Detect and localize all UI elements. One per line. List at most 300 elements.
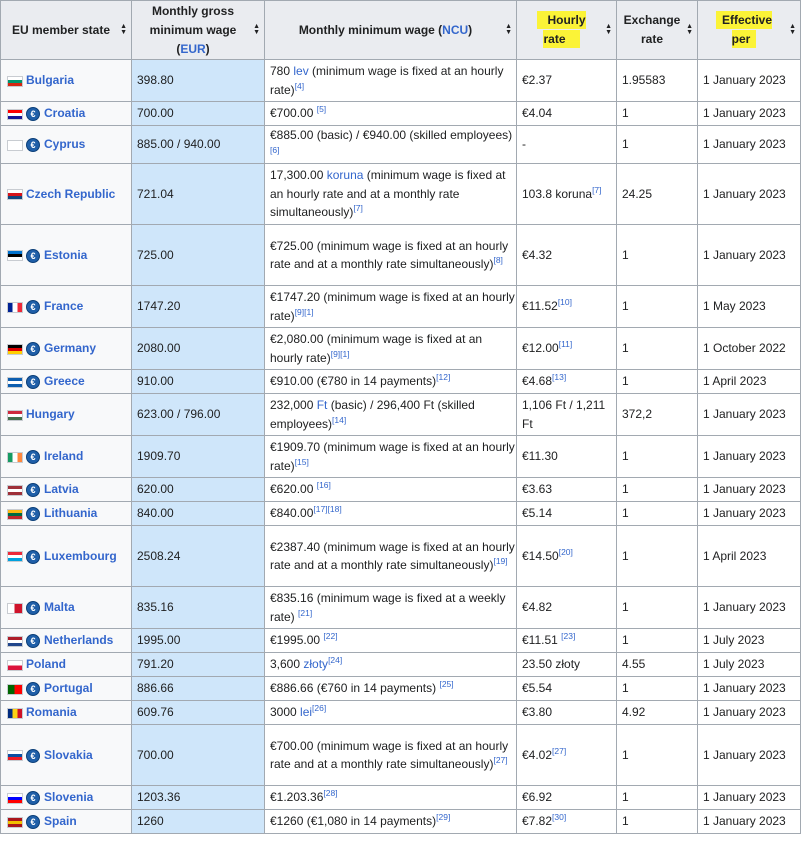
cell-country	[1, 701, 132, 725]
flag-icon	[7, 793, 23, 804]
cell-effective-date: 1 January 2023	[698, 786, 801, 810]
citation-link[interactable]: [19]	[493, 556, 508, 566]
cell-country	[1, 286, 132, 328]
cell-gross-eur: 700.00	[132, 725, 265, 786]
cell-exchange-rate: 4.55	[617, 653, 698, 677]
cell-monthly-ncu	[265, 701, 517, 725]
currency-link[interactable]: lev	[293, 64, 309, 78]
cell-monthly-ncu	[265, 587, 517, 629]
cell-text: €1995.00	[270, 633, 324, 648]
cell-monthly-ncu	[265, 478, 517, 502]
euro-icon	[26, 815, 40, 829]
cell-text: €11.51	[522, 633, 562, 648]
cell-effective-date: 1 January 2023	[698, 60, 801, 102]
cell-gross-eur: 840.00	[132, 502, 265, 526]
cell-exchange-rate: 24.25	[617, 164, 698, 225]
cell-effective-date: 1 January 2023	[698, 701, 801, 725]
cell-hourly-rate	[517, 436, 617, 478]
cell-country	[1, 725, 132, 786]
cell-country	[1, 126, 132, 164]
table-row	[1, 370, 801, 394]
country-link[interactable]: Romania	[26, 705, 77, 720]
citation-link[interactable]: [5]	[316, 104, 327, 115]
country-link[interactable]: Poland	[26, 657, 67, 672]
cell-text: €4.04	[522, 106, 553, 121]
eur-link[interactable]: EUR	[180, 41, 206, 56]
flag-icon	[7, 140, 23, 151]
cell-country	[1, 436, 132, 478]
cell-hourly-rate	[517, 786, 617, 810]
cell-exchange-rate: 1	[617, 677, 698, 701]
euro-icon	[26, 791, 40, 805]
euro-icon	[26, 682, 40, 696]
table-body	[1, 60, 801, 834]
highlight-mark	[716, 11, 772, 48]
cell-text: €1260 (€1,080 in 14 payments)	[270, 814, 437, 829]
cell-gross-eur: 1260	[132, 810, 265, 834]
cell-monthly-ncu	[265, 725, 517, 786]
cell-gross-eur: 725.00	[132, 225, 265, 286]
cell-exchange-rate: 1	[617, 286, 698, 328]
cell-country	[1, 370, 132, 394]
country-link[interactable]: Ireland	[44, 449, 84, 464]
cell-text: €1.203.36	[270, 790, 324, 805]
table-row	[1, 653, 801, 677]
cell-text: 780	[270, 64, 294, 78]
country-link[interactable]: Croatia	[44, 106, 86, 121]
citation-link[interactable]: [15]	[294, 456, 309, 467]
highlight-mark	[537, 11, 585, 48]
currency-link[interactable]: złoty	[303, 657, 329, 672]
column-header-ncu-label: Monthly minimum wage	[298, 22, 435, 37]
cell-text: €835.16 (minimum wage is fixed at a weekly rate)	[270, 591, 506, 624]
cell-country	[1, 810, 132, 834]
country-link[interactable]: Netherlands	[44, 633, 114, 648]
cell-effective-date: 1 April 2023	[698, 526, 801, 587]
cell-text: 3000	[270, 705, 301, 720]
cell-effective-date: 1 January 2023	[698, 394, 801, 436]
flag-icon	[7, 344, 23, 355]
table-row	[1, 225, 801, 286]
cell-country	[1, 502, 132, 526]
cell-country	[1, 60, 132, 102]
flag-icon	[7, 603, 23, 614]
citation-link[interactable]: [26]	[312, 703, 327, 714]
cell-monthly-ncu	[265, 526, 517, 587]
table-row	[1, 286, 801, 328]
flag-icon	[7, 684, 23, 695]
cell-hourly-rate	[517, 526, 617, 587]
cell-effective-date: 1 January 2023	[698, 502, 801, 526]
cell-text: €2387.40 (minimum wage is fixed at an hourly rate and at a monthly rate simultaneously)	[270, 539, 515, 572]
table-row	[1, 587, 801, 629]
cell-hourly-rate	[517, 164, 617, 225]
cell-text: 1,106 Ft / 1,211 Ft	[522, 398, 606, 431]
sort-arrows-icon[interactable]: ▲ ▼	[686, 23, 693, 36]
cell-hourly-rate	[517, 653, 617, 677]
flag-icon	[7, 509, 23, 520]
cell-monthly-ncu	[265, 786, 517, 810]
cell-effective-date: 1 January 2023	[698, 102, 801, 126]
cell-text: €1909.70 (minimum wage is fixed at an hourly rate)	[270, 440, 515, 473]
cell-exchange-rate: 1	[617, 436, 698, 478]
table-row	[1, 164, 801, 225]
cell-hourly-rate	[517, 102, 617, 126]
cell-gross-eur: 791.20	[132, 653, 265, 677]
cell-monthly-ncu	[265, 502, 517, 526]
cell-text: €840.00	[270, 506, 314, 521]
header-row	[1, 1, 801, 60]
cell-hourly-rate	[517, 701, 617, 725]
cell-gross-eur: 885.00 / 940.00	[132, 126, 265, 164]
flag-icon	[7, 452, 23, 463]
cell-text: 232,000	[270, 398, 317, 412]
citation-link[interactable]: [27]	[493, 755, 508, 765]
cell-text: €4.68	[522, 374, 553, 389]
cell-text: -	[522, 137, 526, 152]
citation-link[interactable]: [13]	[552, 372, 567, 383]
country-link[interactable]: Czech Republic	[26, 186, 116, 201]
country-link[interactable]: Slovakia	[44, 747, 93, 762]
column-header-gross-label: Monthly gross minimum wage	[149, 3, 237, 37]
cell-text: €5.14	[522, 506, 553, 521]
table-row	[1, 394, 801, 436]
cell-text: (minimum wage is fixed at an hourly rate and at a monthly rate simultaneously)	[270, 168, 506, 220]
citation-link[interactable]: [21]	[298, 607, 313, 618]
cell-monthly-ncu	[265, 225, 517, 286]
sort-arrows-icon[interactable]: ▲ ▼	[605, 23, 612, 36]
cell-text: €700.00	[270, 106, 317, 121]
column-header-exchange[interactable]	[617, 1, 698, 60]
cell-text: €12.00	[522, 341, 559, 356]
citation-link[interactable]: [12]	[436, 372, 451, 383]
cell-effective-date: 1 May 2023	[698, 286, 801, 328]
euro-icon	[26, 601, 40, 615]
citation-link[interactable]: [8]	[493, 255, 503, 265]
country-link[interactable]: Estonia	[44, 247, 88, 262]
cell-text: €725.00 (minimum wage is fixed at an hourly rate and at a monthly rate simultaneously)	[270, 238, 509, 271]
euro-icon	[26, 483, 40, 497]
cell-hourly-rate	[517, 810, 617, 834]
cell-exchange-rate: 1	[617, 478, 698, 502]
cell-exchange-rate: 1	[617, 725, 698, 786]
column-header-state[interactable]	[1, 1, 132, 60]
table-row	[1, 328, 801, 370]
cell-text: €4.82	[522, 600, 553, 615]
citation-link[interactable]: [9][1]	[330, 348, 350, 359]
cell-hourly-rate	[517, 725, 617, 786]
cell-gross-eur: 835.16	[132, 587, 265, 629]
cell-country	[1, 653, 132, 677]
citation-link[interactable]: [28]	[323, 788, 338, 799]
cell-exchange-rate: 4.92	[617, 701, 698, 725]
citation-link[interactable]: [25]	[439, 679, 454, 690]
cell-hourly-rate	[517, 225, 617, 286]
cell-gross-eur: 620.00	[132, 478, 265, 502]
citation-link[interactable]: [4]	[294, 80, 305, 91]
cell-hourly-rate	[517, 328, 617, 370]
table-row	[1, 102, 801, 126]
cell-text: 23.50 złoty	[522, 657, 581, 672]
cell-exchange-rate: 1	[617, 810, 698, 834]
cell-country	[1, 629, 132, 653]
cell-text: €910.00 (€780 in 14 payments)	[270, 374, 437, 389]
citation-link[interactable]: [16]	[316, 480, 331, 491]
country-link[interactable]: Cyprus	[44, 137, 86, 152]
cell-exchange-rate: 1.95583	[617, 60, 698, 102]
euro-icon	[26, 138, 40, 152]
flag-icon	[7, 817, 23, 828]
cell-gross-eur: 1909.70	[132, 436, 265, 478]
cell-gross-eur: 1203.36	[132, 786, 265, 810]
cell-exchange-rate: 1	[617, 102, 698, 126]
cell-gross-eur: 1747.20	[132, 286, 265, 328]
flag-icon	[7, 660, 23, 671]
cell-text: (minimum wage is fixed at an hourly rate)	[270, 64, 504, 97]
cell-effective-date: 1 July 2023	[698, 629, 801, 653]
column-header-effective-label: Effective per	[721, 13, 773, 46]
country-link[interactable]: Spain	[44, 814, 77, 829]
country-link[interactable]: Luxembourg	[44, 548, 117, 563]
cell-text: €11.52	[522, 299, 558, 314]
cell-hourly-rate	[517, 394, 617, 436]
cell-country	[1, 225, 132, 286]
citation-link[interactable]: [7]	[353, 203, 363, 214]
column-header-gross[interactable]: Monthly gross minimum wage (EUR) ▲ ▼	[132, 1, 265, 60]
country-link[interactable]: France	[44, 299, 84, 314]
cell-exchange-rate: 1	[617, 786, 698, 810]
cell-monthly-ncu	[265, 126, 517, 164]
table-row	[1, 677, 801, 701]
currency-link[interactable]: lei	[300, 705, 313, 720]
cell-country	[1, 677, 132, 701]
cell-hourly-rate	[517, 677, 617, 701]
cell-country	[1, 587, 132, 629]
cell-monthly-ncu	[265, 653, 517, 677]
country-link[interactable]: Slovenia	[44, 790, 94, 805]
citation-link[interactable]: [17][18]	[313, 504, 342, 515]
cell-text: €11.30	[522, 449, 558, 464]
citation-link[interactable]: [9][1]	[294, 306, 314, 317]
cell-text: €700.00 (minimum wage is fixed at an hourly rate and at a monthly rate simultaneously)	[270, 738, 509, 771]
cell-exchange-rate: 1	[617, 126, 698, 164]
citation-link[interactable]: [29]	[436, 812, 451, 823]
cell-exchange-rate: 1	[617, 629, 698, 653]
cell-monthly-ncu	[265, 677, 517, 701]
cell-hourly-rate	[517, 587, 617, 629]
cell-text: €5.54	[522, 681, 553, 696]
cell-hourly-rate	[517, 126, 617, 164]
country-link[interactable]: Latvia	[44, 482, 79, 497]
cell-country	[1, 394, 132, 436]
cell-text: 103.8 koruna	[522, 186, 593, 201]
flag-icon	[7, 377, 23, 388]
cell-monthly-ncu	[265, 60, 517, 102]
cell-monthly-ncu	[265, 286, 517, 328]
table-row	[1, 502, 801, 526]
cell-monthly-ncu	[265, 164, 517, 225]
flag-icon	[7, 551, 23, 562]
euro-icon	[26, 249, 40, 263]
country-link[interactable]: Germany	[44, 341, 97, 356]
euro-icon	[26, 107, 40, 121]
column-header-hourly[interactable]	[517, 1, 617, 60]
flag-icon	[7, 410, 23, 421]
flag-icon	[7, 750, 23, 761]
cell-country	[1, 478, 132, 502]
table-row	[1, 701, 801, 725]
cell-text: 17,300.00	[270, 168, 327, 183]
cell-effective-date: 1 January 2023	[698, 725, 801, 786]
flag-icon	[7, 302, 23, 313]
cell-monthly-ncu	[265, 370, 517, 394]
ncu-link[interactable]: NCU	[442, 22, 469, 37]
cell-text: €3.80	[522, 705, 553, 720]
column-header-exchange-label: Exchange rate	[623, 13, 681, 46]
euro-icon	[26, 300, 40, 314]
country-link[interactable]: Hungary	[26, 407, 75, 422]
cell-gross-eur: 886.66	[132, 677, 265, 701]
currency-link[interactable]: Ft	[316, 398, 328, 412]
table-row	[1, 126, 801, 164]
cell-text: €4.02	[522, 747, 553, 762]
citation-link[interactable]: [24]	[328, 655, 343, 666]
citation-link[interactable]: [30]	[552, 812, 567, 823]
cell-monthly-ncu	[265, 629, 517, 653]
cell-country	[1, 164, 132, 225]
flag-icon	[7, 250, 23, 261]
cell-gross-eur: 721.04	[132, 164, 265, 225]
cell-text: €886.66 (€760 in 14 payments)	[270, 681, 440, 696]
citation-link[interactable]: [23]	[561, 631, 576, 642]
cell-monthly-ncu	[265, 102, 517, 126]
sort-arrows-icon[interactable]: ▲ ▼	[789, 23, 796, 36]
flag-icon	[7, 636, 23, 647]
cell-hourly-rate	[517, 286, 617, 328]
table-row	[1, 526, 801, 587]
cell-effective-date: 1 January 2023	[698, 225, 801, 286]
cell-country	[1, 526, 132, 587]
country-link[interactable]: Lithuania	[44, 506, 98, 521]
cell-gross-eur: 623.00 / 796.00	[132, 394, 265, 436]
table-row	[1, 810, 801, 834]
country-link[interactable]: Greece	[44, 374, 85, 389]
cell-country	[1, 328, 132, 370]
sort-arrows-icon[interactable]: ▲ ▼	[505, 23, 512, 36]
cell-exchange-rate: 1	[617, 370, 698, 394]
euro-icon	[26, 507, 40, 521]
euro-icon	[26, 342, 40, 356]
cell-hourly-rate	[517, 60, 617, 102]
cell-hourly-rate	[517, 478, 617, 502]
cell-text: €6.92	[522, 790, 553, 805]
cell-text: €620.00	[270, 482, 317, 497]
citation-link[interactable]: [7]	[592, 184, 602, 195]
citation-link[interactable]: [6]	[270, 144, 280, 155]
cell-effective-date: 1 July 2023	[698, 653, 801, 677]
cell-effective-date: 1 January 2023	[698, 587, 801, 629]
cell-country	[1, 102, 132, 126]
cell-exchange-rate: 372,2	[617, 394, 698, 436]
flag-icon	[7, 109, 23, 120]
cell-text: €885.00 (basic) / €940.00 (skilled employees)	[270, 128, 513, 142]
cell-text: (basic) / 296,400 Ft (skilled employees)	[270, 398, 475, 431]
country-link[interactable]: Malta	[44, 600, 75, 615]
cell-effective-date: 1 January 2023	[698, 677, 801, 701]
cell-exchange-rate: 1	[617, 225, 698, 286]
cell-effective-date: 1 January 2023	[698, 810, 801, 834]
euro-icon	[26, 749, 40, 763]
cell-effective-date: 1 January 2023	[698, 478, 801, 502]
cell-exchange-rate: 1	[617, 328, 698, 370]
cell-text: 3,600	[270, 657, 304, 672]
column-header-effective[interactable]	[698, 1, 801, 60]
cell-effective-date: 1 January 2023	[698, 126, 801, 164]
cell-text: €2,080.00 (minimum wage is fixed at an hourly rate)	[270, 332, 483, 365]
table-row	[1, 60, 801, 102]
citation-link[interactable]: [27]	[552, 745, 567, 756]
cell-gross-eur: 910.00	[132, 370, 265, 394]
cell-monthly-ncu	[265, 810, 517, 834]
sort-arrows-icon[interactable]: ▲ ▼	[253, 23, 260, 36]
cell-effective-date: 1 January 2023	[698, 436, 801, 478]
table-row	[1, 786, 801, 810]
column-header-hourly-label: Hourly rate	[543, 13, 586, 46]
cell-text: €4.32	[522, 247, 553, 262]
table-row	[1, 725, 801, 786]
cell-text: €7.82	[522, 814, 553, 829]
country-link[interactable]: Bulgaria	[26, 73, 75, 88]
flag-icon	[7, 189, 23, 200]
euro-icon	[26, 375, 40, 389]
cell-hourly-rate	[517, 370, 617, 394]
cell-gross-eur: 398.80	[132, 60, 265, 102]
flag-icon	[7, 485, 23, 496]
citation-link[interactable]: [20]	[558, 546, 573, 557]
citation-link[interactable]: [14]	[332, 414, 347, 425]
cell-effective-date: 1 April 2023	[698, 370, 801, 394]
cell-gross-eur: 609.76	[132, 701, 265, 725]
cell-monthly-ncu	[265, 394, 517, 436]
cell-effective-date: 1 October 2022	[698, 328, 801, 370]
citation-link[interactable]: [22]	[323, 631, 338, 642]
column-header-state-label: EU member state	[11, 22, 111, 37]
citation-link[interactable]: [11]	[558, 339, 573, 350]
cell-gross-eur: 1995.00	[132, 629, 265, 653]
flag-icon	[7, 76, 23, 87]
table-row	[1, 436, 801, 478]
column-header-ncu[interactable]: Monthly minimum wage (NCU) ▲ ▼	[265, 1, 517, 60]
cell-gross-eur: 2080.00	[132, 328, 265, 370]
cell-text: €3.63	[522, 482, 553, 497]
cell-text: €2.37	[522, 73, 553, 88]
euro-icon	[26, 550, 40, 564]
cell-exchange-rate: 1	[617, 526, 698, 587]
euro-icon	[26, 450, 40, 464]
sort-arrows-icon[interactable]: ▲ ▼	[120, 23, 127, 36]
table-row	[1, 478, 801, 502]
cell-effective-date: 1 January 2023	[698, 164, 801, 225]
citation-link[interactable]: [10]	[557, 297, 572, 308]
currency-link[interactable]: koruna	[326, 168, 364, 183]
cell-gross-eur: 700.00	[132, 102, 265, 126]
flag-icon	[7, 708, 23, 719]
country-link[interactable]: Portugal	[44, 681, 93, 696]
cell-exchange-rate: 1	[617, 502, 698, 526]
cell-exchange-rate: 1	[617, 587, 698, 629]
cell-country	[1, 786, 132, 810]
table-row	[1, 629, 801, 653]
